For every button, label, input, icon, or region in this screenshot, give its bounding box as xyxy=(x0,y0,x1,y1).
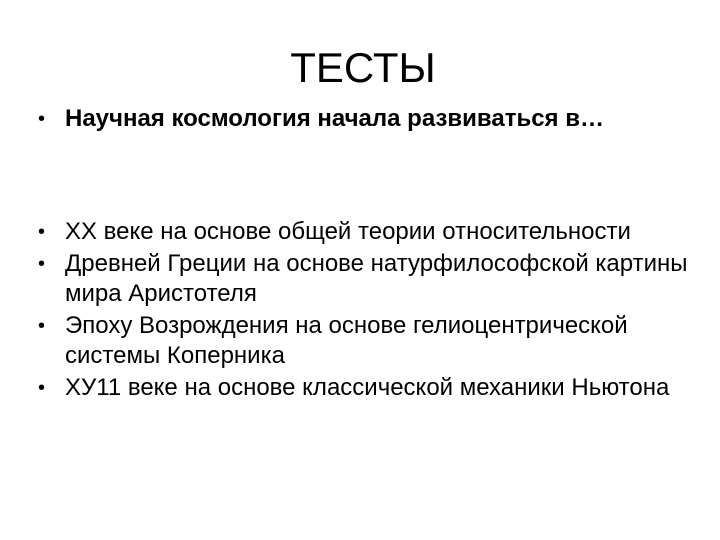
answer-item xyxy=(38,311,698,371)
answer-text: Древней Греции на основе натурфилософской картины мира Аристотеля xyxy=(65,250,688,307)
bullet-icon: • xyxy=(38,108,46,130)
question-item xyxy=(38,103,688,135)
bullet-icon: • xyxy=(38,253,46,275)
answer-text: ХУ11 веке на основе классической механики Ньютона xyxy=(65,374,670,401)
answer-item xyxy=(38,373,698,403)
slide-title xyxy=(0,38,720,98)
answer-item xyxy=(38,217,698,247)
bullet-icon: • xyxy=(38,377,46,399)
answer-item xyxy=(38,249,698,309)
answer-text: ХХ веке на основе общей теории относительности xyxy=(65,218,631,245)
bullet-icon: • xyxy=(38,315,46,337)
answer-text: Эпоху Возрождения на основе гелиоцентрической системы Коперника xyxy=(65,312,628,369)
slide-title-text: ТЕСТЫ xyxy=(290,44,436,91)
bullet-icon: • xyxy=(38,221,46,243)
question-text: Научная космология начала развиваться в… xyxy=(65,105,604,132)
question-list xyxy=(38,103,688,135)
answer-list xyxy=(38,217,698,403)
